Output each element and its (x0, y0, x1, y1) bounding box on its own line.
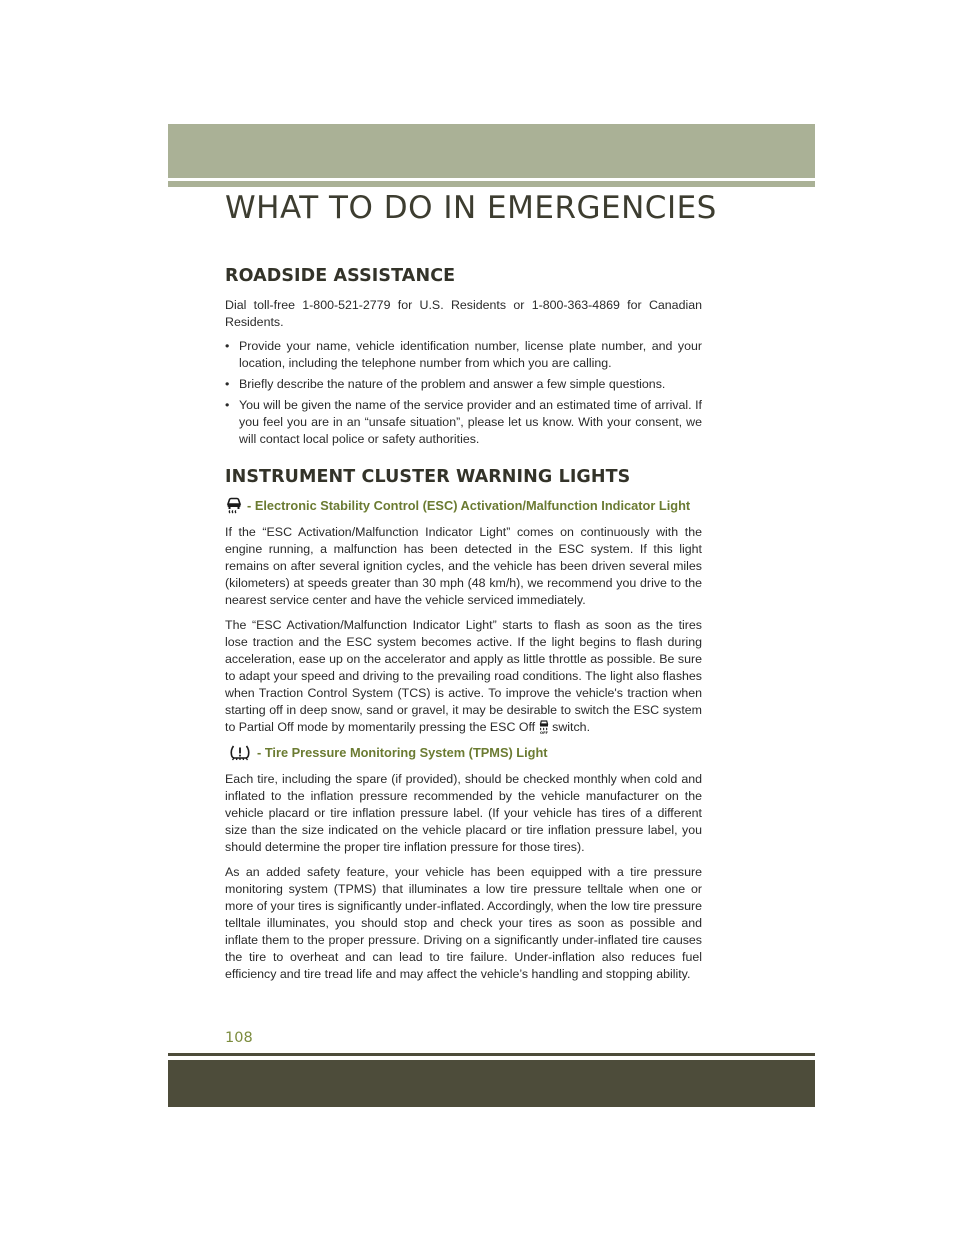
footer-stripe (168, 1053, 815, 1056)
page-number: 108 (225, 1030, 253, 1046)
esc-skid-car-icon (225, 496, 243, 514)
footer-band (168, 1060, 815, 1107)
header-stripe (168, 181, 815, 187)
list-item: • Briefly describe the nature of the problem and answer a few simple questions. (225, 377, 666, 391)
chapter-title: WHAT TO DO IN EMERGENCIES (225, 190, 717, 226)
tpms-paragraph-2: As an added safety feature, your vehicle has been equipped with a tire pressure monitoring system (TPMS) that illuminates a low tire pressure telltale when one or more of your tires is significantly under-inflated. Accordingly, when the low tire pressure telltale illuminates, you should stop and check your tires as soon as possible and inflate them to the proper pressure. Driving on a significantly under-inflated tire causes the tire to overheat and can lead to tire failure. Under-inflation also reduces fuel efficiency and tire tread life and may affect the vehicle’s handling and stopping ability. (225, 865, 702, 981)
esc-paragraph-2: The “ESC Activation/Malfunction Indicator Light” starts to flash as soon as the tires lose traction and the ESC system becomes active. If the light begins to flash during acceleration, ease up on the accelerator and apply as little throttle as possible. Be sure to adapt your speed and driving to the prevailing road conditions. The light also flashes when Traction Control System (TCS) is active. To improve the vehicle's traction when starting off in deep snow, sand or gravel, it may be desirable to switch the ESC system to Partial Off mode by momentarily pressing the ESC Off OFF switch. (225, 618, 702, 734)
svg-text:OFF: OFF (540, 730, 549, 734)
esc-subheading-text: - Electronic Stability Control (ESC) Activation/Malfunction Indicator Light (247, 497, 691, 513)
page-content (225, 264, 702, 991)
tire-pressure-warning-icon (229, 744, 251, 761)
list-item: • Provide your name, vehicle identification number, license plate number, and your location, including the telephone number from which you are calling. (225, 339, 702, 370)
header-band (168, 124, 815, 178)
tpms-subheading-text: - Tire Pressure Monitoring System (TPMS) Light (257, 745, 548, 760)
cluster-heading: INSTRUMENT CLUSTER WARNING LIGHTS (225, 467, 631, 487)
roadside-list (225, 338, 702, 448)
tpms-subheading (229, 744, 702, 761)
esc-off-icon (538, 719, 550, 734)
list-item: • You will be given the name of the service provider and an estimated time of arrival. If you feel you are in an “unsafe situation”, please let us know. With your consent, we will contact local police or safety authorities. (225, 398, 702, 446)
esc-subheading (225, 496, 702, 514)
roadside-intro: Dial toll-free 1-800-521-2779 for U.S. Residents or 1-800-363-4869 for Canadian Residents. (225, 298, 702, 329)
esc-paragraph-1: If the “ESC Activation/Malfunction Indicator Light” comes on continuously with the engine running, a malfunction has been detected in the ESC system. If this light remains on after several ignition cycles, and the vehicle has been driven several miles (kilometers) at speeds greater than 30 mph (48 km/h), we recommend you drive to the nearest service center and have the vehicle serviced immediately. (225, 525, 702, 607)
roadside-heading: ROADSIDE ASSISTANCE (225, 266, 456, 286)
tpms-paragraph-1: Each tire, including the spare (if provided), should be checked monthly when cold and inflated to the inflation pressure recommended by the vehicle manufacturer on the vehicle placard or tire inflation pressure label. (If your vehicle has tires of a different size than the size indicated on the vehicle placard or tire inflation pressure label, you should determine the proper tire inflation pressure for those tires). (225, 772, 702, 854)
